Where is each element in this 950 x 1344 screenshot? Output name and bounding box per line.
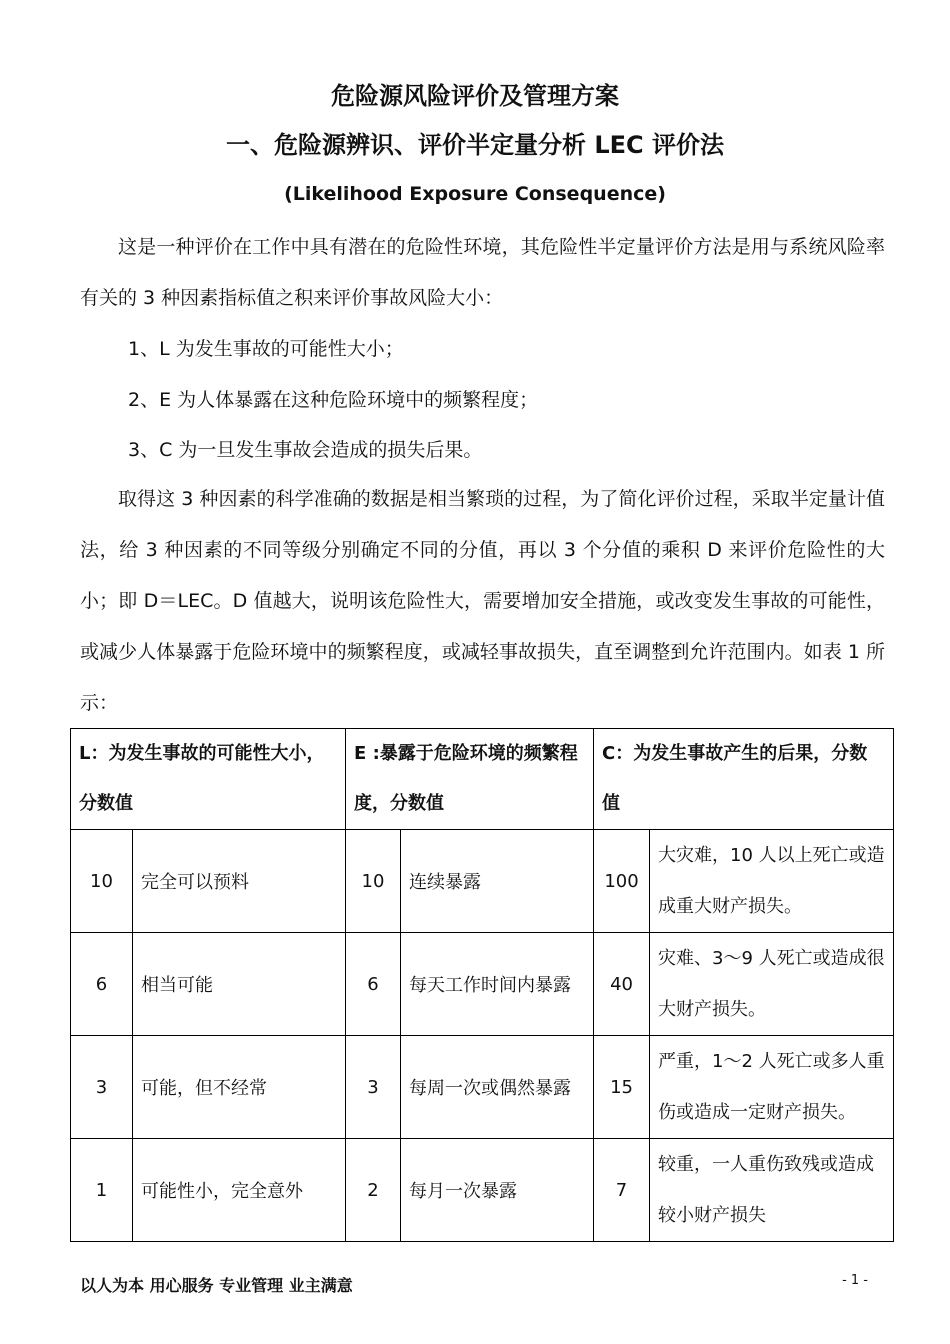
l-desc: 可能，但不经常 bbox=[133, 1036, 346, 1139]
e-desc: 每周一次或偶然暴露 bbox=[401, 1036, 594, 1139]
header-l: L：为发生事故的可能性大小，分数值 bbox=[71, 729, 346, 830]
page-number: - 1 - bbox=[842, 1273, 868, 1288]
header-c: C：为发生事故产生的后果，分数值 bbox=[594, 729, 894, 830]
l-desc: 可能性小，完全意外 bbox=[133, 1139, 346, 1242]
table-header-row bbox=[71, 729, 894, 830]
l-desc: 相当可能 bbox=[133, 933, 346, 1036]
table-row bbox=[71, 830, 894, 933]
table-row bbox=[71, 933, 894, 1036]
l-score: 1 bbox=[71, 1139, 133, 1242]
c-score: 100 bbox=[594, 830, 650, 933]
l-score: 6 bbox=[71, 933, 133, 1036]
method-paragraph: 取得这 3 种因素的科学准确的数据是相当繁琐的过程，为了简化评价过程，采取半定量计值法，给 3 种因素的不同等级分别确定不同的分值，再以 3 个分值的乘积 D 来评价危险性的大小；即 D＝LEC。D 值越大，说明该危险性大，需要增加安全措施，或改变发生事故的可能性，或减少人体暴露于危险环境中的频繁程度，或减轻事故损失，直至调整到允许范围内。如表 1 所示： bbox=[80, 488, 885, 714]
l-score: 10 bbox=[71, 830, 133, 933]
section-heading: 一、危险源辨识、评价半定量分析 LEC 评价法 bbox=[225, 131, 724, 159]
e-desc: 连续暴露 bbox=[401, 830, 594, 933]
c-score: 40 bbox=[594, 933, 650, 1036]
table-row bbox=[71, 1036, 894, 1139]
e-score: 2 bbox=[346, 1139, 401, 1242]
list-item: 3、C 为一旦发生事故会造成的损失后果。 bbox=[128, 439, 483, 461]
c-score: 7 bbox=[594, 1139, 650, 1242]
e-desc: 每天工作时间内暴露 bbox=[401, 933, 594, 1036]
c-desc: 较重，一人重伤致残或造成较小财产损失 bbox=[650, 1139, 894, 1242]
c-score: 15 bbox=[594, 1036, 650, 1139]
table-row bbox=[71, 1139, 894, 1242]
footer-slogan: 以人为本 用心服务 专业管理 业主满意 bbox=[80, 1276, 353, 1295]
lec-table bbox=[70, 728, 894, 1242]
list-item: 2、E 为人体暴露在这种危险环境中的频繁程度； bbox=[128, 389, 539, 411]
list-item: 1、L 为发生事故的可能性大小； bbox=[128, 338, 404, 360]
c-desc: 大灾难，10 人以上死亡或造成重大财产损失。 bbox=[650, 830, 894, 933]
e-desc: 每月一次暴露 bbox=[401, 1139, 594, 1242]
e-score: 3 bbox=[346, 1036, 401, 1139]
l-score: 3 bbox=[71, 1036, 133, 1139]
e-score: 6 bbox=[346, 933, 401, 1036]
e-score: 10 bbox=[346, 830, 401, 933]
header-e: E :暴露于危险环境的频繁程度，分数值 bbox=[346, 729, 594, 830]
page-title: 危险源风险评价及管理方案 bbox=[331, 82, 619, 110]
c-desc: 灾难、3～9 人死亡或造成很大财产损失。 bbox=[650, 933, 894, 1036]
c-desc: 严重，1～2 人死亡或多人重伤或造成一定财产损失。 bbox=[650, 1036, 894, 1139]
l-desc: 完全可以预料 bbox=[133, 830, 346, 933]
intro-paragraph: 这是一种评价在工作中具有潜在的危险性环境，其危险性半定量评价方法是用与系统风险率有关的 3 种因素指标值之积来评价事故风险大小： bbox=[80, 236, 885, 309]
section-subheading: (Likelihood Exposure Consequence) bbox=[284, 183, 666, 205]
